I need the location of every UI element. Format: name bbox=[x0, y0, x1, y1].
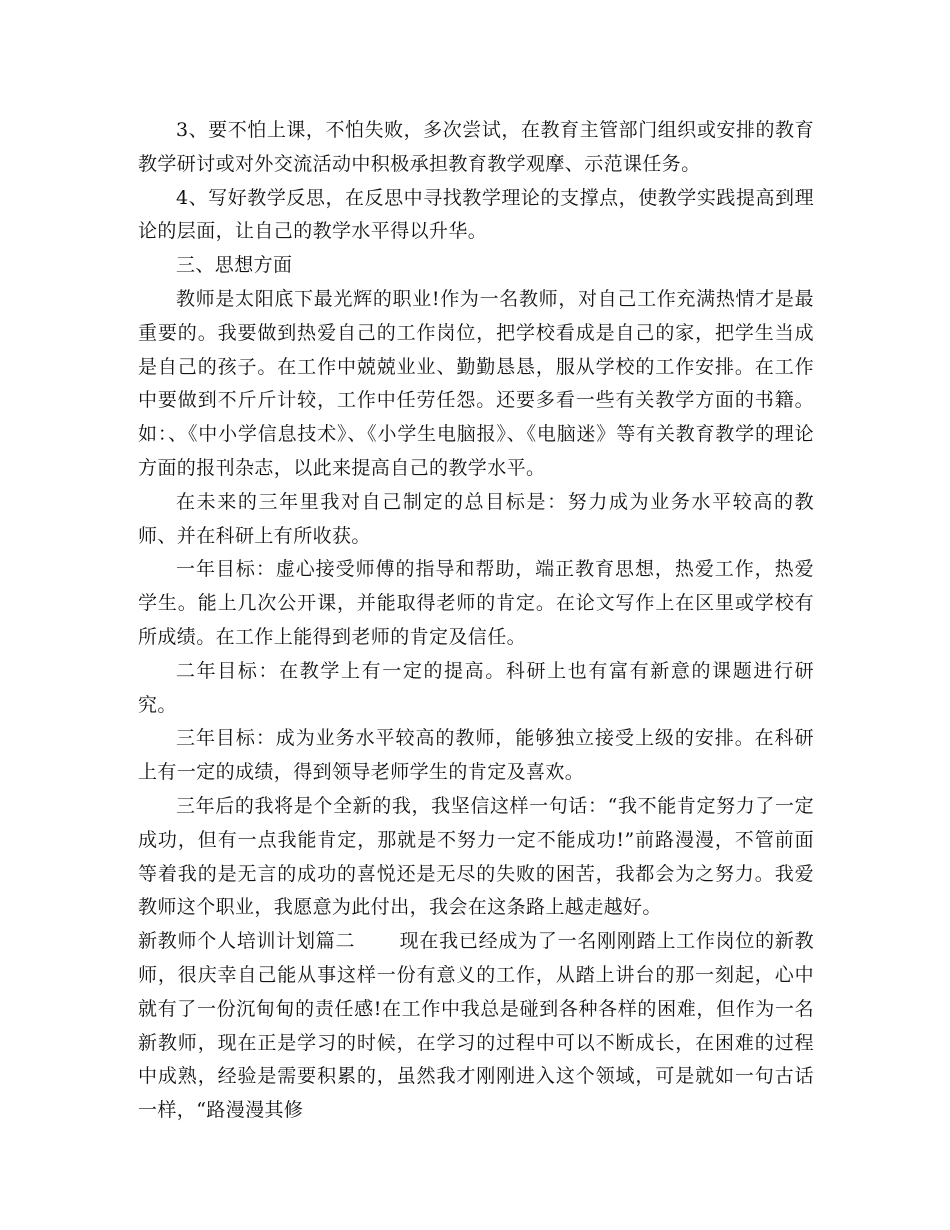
plan-part-two-title: 新教师个人培训计划篇二 bbox=[138, 930, 356, 953]
paragraph-item-4: 4、写好教学反思，在反思中寻找教学理论的支撑点，使教学实践提高到理论的层面，让自己的教学水平得以升华。 bbox=[138, 186, 814, 243]
paragraph-year-one-goal: 一年目标：虚心接受师傅的指导和帮助，端正教育思想，热爱工作，热爱学生。能上几次公开课，并能取得老师的肯定。在论文写作上在区里或学校有所成绩。在工作上能得到老师的肯定及信任。 bbox=[138, 558, 814, 648]
paragraph-item-3: 3、要不怕上课，不怕失败，多次尝试，在教育主管部门组织或安排的教育教学研讨或对外交流活动中积极承担教育教学观摩、示范课任务。 bbox=[138, 119, 814, 175]
paragraph-overall-goal: 在未来的三年里我对自己制定的总目标是：努力成为业务水平较高的教师、并在科研上有所收获。 bbox=[138, 490, 814, 547]
paragraph-three-years-later: 三年后的我将是个全新的我，我坚信这样一句话：“我不能肯定努力了一定成功，但有一点我能肯定，那就是不努力一定不能成功!”前路漫漫，不管前面等着我的是无言的成功的喜悦还是无尽的失败的困苦，我都会为之努力。我爱教师这个职业，我愿意为此付出，我会在这条路上越走越好。 bbox=[138, 794, 814, 919]
paragraph-year-three-goal: 三年目标：成为业务水平较高的教师，能够独立接受上级的安排。在科研上有一定的成绩，得到领导老师学生的肯定及喜欢。 bbox=[138, 727, 814, 784]
paragraph-plan-part-two bbox=[138, 925, 814, 1128]
document-body bbox=[138, 114, 814, 1128]
section-heading-thought: 三、思想方面 bbox=[176, 254, 293, 277]
paragraph-teacher-profession: 教师是太阳底下最光辉的职业!作为一名教师，对自己工作充满热情才是最重要的。我要做到热爱自己的工作岗位，把学校看成是自己的家，把学生当成是自己的孩子。在工作中兢兢业业、勤勤恳恳，服从学校的工作安排。在工作中要做到不斤斤计较，工作中任劳任怨。还要多看一些有关教学方面的书籍。如：、《中小学信息技术》、《小学生电脑报》、《电脑迷》等有关教育教学的理论方面的报刊杂志，以此来提高自己的教学水平。 bbox=[138, 287, 814, 479]
paragraph-year-two-goal: 二年目标：在教学上有一定的提高。科研上也有富有新意的课题进行研究。 bbox=[138, 659, 814, 716]
plan-part-two-body: 现在我已经成为了一名刚刚踏上工作岗位的新教师，很庆幸自己能从事这样一份有意义的工作，从踏上讲台的那一刻起，心中就有了一份沉甸甸的责任感!在工作中我总是碰到各种各样的困难，但作为一名新教师，现在正是学习的时候，在学习的过程中可以不断成长，在困难的过程中成熟，经验是需要积累的，虽然我才刚刚进入这个领域，可是就如一句古话一样，“路漫漫其修 bbox=[138, 930, 814, 1122]
